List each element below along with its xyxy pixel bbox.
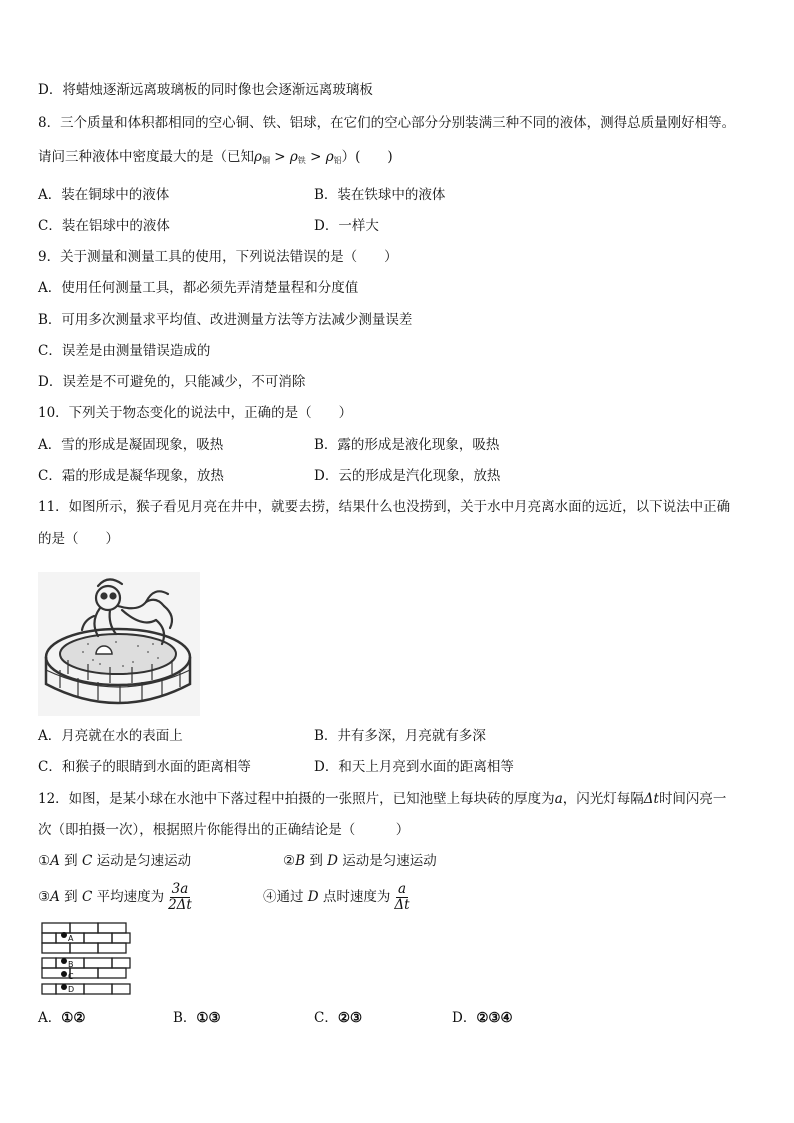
monkey-well-figure	[38, 572, 200, 716]
q11-option-d: D．和天上月亮到水面的距离相等	[314, 759, 514, 775]
var-delta-t: Δt	[643, 791, 659, 807]
q12-option-c: C．②③	[314, 1010, 363, 1026]
q10-option-d: D．云的形成是汽化现象，放热	[314, 468, 501, 484]
q9-option-a: A．使用任何测量工具，都必须先弄清楚量程和分度值	[38, 280, 359, 296]
q9-option-b: B．可用多次测量求平均值、改进测量方法等方法减少测量误差	[38, 312, 413, 328]
ball-a	[61, 932, 67, 938]
q8-stem-suffix: ）( )	[341, 149, 393, 165]
q11-option-b: B．井有多深，月亮就有多深	[314, 728, 486, 744]
fraction-a-over-dt: $\frac{a}{\Delta t}$	[394, 881, 410, 913]
q10-option-a: A．雪的形成是凝固现象，吸热	[38, 437, 224, 453]
q12-statement-2: ②B 到 D 运动是匀速运动	[283, 853, 437, 869]
q8-stem-prefix: 请问三种液体中密度最大的是（已知	[38, 149, 254, 165]
ball-d	[61, 984, 67, 990]
label-a: A	[68, 934, 74, 943]
gt-sign: >	[310, 149, 322, 165]
q12-statement-3: ③A 到 C 平均速度为 $\frac{3a}{2\Delta t}$	[38, 881, 192, 913]
rho-al: $\rho_铝$	[325, 149, 342, 165]
q9-stem: 9．关于测量和测量工具的使用，下列说法错误的是（ ）	[38, 249, 398, 265]
q11-stem-line1: 11．如图所示，猴子看见月亮在井中，就要去捞，结果什么也没捞到，关于水中月亮离水面的远近，以下说法中正确	[38, 499, 731, 515]
q12-option-a: A．①②	[38, 1010, 86, 1026]
ball-b	[61, 958, 67, 964]
q8-option-d: D．一样大	[314, 218, 379, 234]
q8-option-b: B．装在铁球中的液体	[314, 187, 446, 203]
q11-option-a: A．月亮就在水的表面上	[38, 728, 183, 744]
q12-statement-1: ①A 到 C 运动是匀速运动	[38, 853, 192, 869]
label-b: B	[68, 960, 74, 969]
q8-option-c: C．装在铝球中的液体	[38, 218, 170, 234]
label-c: C	[68, 972, 74, 981]
q11-option-c: C．和猴子的眼睛到水面的距离相等	[38, 759, 251, 775]
fraction-3a-over-2dt: $\frac{3a}{2\Delta t}$	[168, 881, 192, 913]
q8-stem-line1: 8．三个质量和体积都相同的空心铜、铁、铝球，在它们的空心部分分别装满三种不同的液体，测得总质量刚好相等。	[38, 115, 736, 131]
q12-stem-line2: 次（即拍摄一次），根据照片你能得出的正确结论是（ ）	[38, 822, 410, 838]
q12-statement-4: ④通过 D 点时速度为 $\frac{a}{\Delta t}$	[263, 881, 410, 913]
well-rim-inner	[60, 634, 176, 674]
q10-stem: 10．下列关于物态变化的说法中，正确的是（ ）	[38, 405, 353, 421]
rho-cu: $\rho_铜$	[254, 149, 270, 165]
ball-c	[61, 971, 67, 977]
q10-option-c: C．霜的形成是凝华现象，放热	[38, 468, 224, 484]
var-a: a	[554, 791, 563, 807]
q7-option-d: D．将蜡烛逐渐远离玻璃板的同时像也会逐渐远离玻璃板	[38, 82, 373, 98]
q10-option-b: B．露的形成是液化现象，吸热	[314, 437, 500, 453]
brick-wall-figure	[40, 921, 134, 1001]
q12-option-b: B．①③	[173, 1010, 221, 1026]
q11-stem-line2: 的是（ ）	[38, 531, 119, 547]
q8-stem-line2	[38, 147, 393, 171]
q9-option-d: D．误差是不可避免的，只能减少，不可消除	[38, 374, 306, 390]
q9-option-c: C．误差是由测量错误造成的	[38, 343, 211, 359]
gt-sign: >	[274, 149, 286, 165]
q8-option-a: A．装在铜球中的液体	[38, 187, 170, 203]
label-d: D	[68, 985, 75, 994]
q12-option-d: D．②③④	[452, 1010, 513, 1026]
rho-fe: $\rho_铁$	[289, 149, 306, 165]
q12-stem-line1: 12．如图，是某小球在水池中下落过程中拍摄的一张照片，已知池壁上每块砖的厚度为a，闪光灯每隔Δt时间闪亮一	[38, 791, 727, 807]
